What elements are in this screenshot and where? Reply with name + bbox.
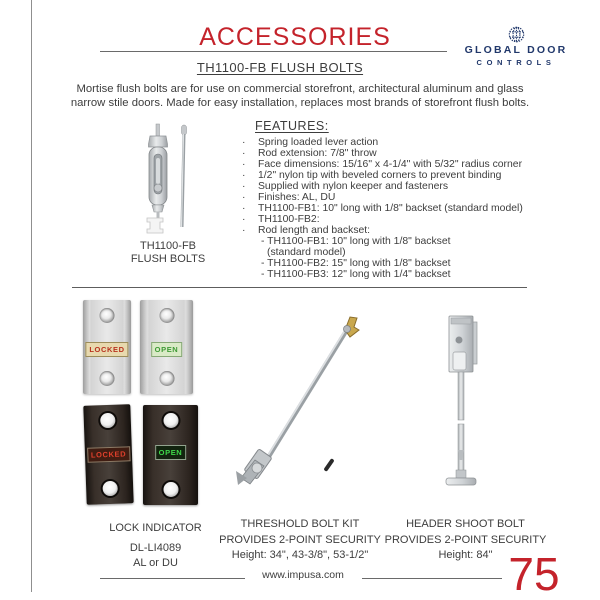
header-shoot-bolt-subtitle: PROVIDES 2-POINT SECURITY <box>384 533 547 546</box>
rod-image <box>182 125 187 227</box>
header-shoot-bolt-title: HEADER SHOOT BOLT <box>406 518 525 530</box>
feature-item <box>242 236 552 247</box>
threshold-bolt-height: Height: 34", 43-3/8", 53-1/2" <box>231 549 369 561</box>
feature-text: TH1100-FB1: 10" long with 1/8" backset (standard model) <box>258 203 523 214</box>
feature-bullet: · <box>242 148 246 159</box>
feature-text: Supplied with nylon keeper and fasteners <box>258 181 449 192</box>
feature-text: - TH1100-FB3: 12" long with 1/4" backset <box>261 269 451 280</box>
lock-indicator-model: DL-LI4089 <box>129 541 182 554</box>
feature-bullet: · <box>242 214 246 225</box>
lock-plate-dark-locked <box>83 404 133 505</box>
feature-item <box>242 181 552 192</box>
plate-label-locked: LOCKED <box>87 446 131 463</box>
description-line-1: Mortise flush bolts are for use on commercial storefront, architectural aluminum and glass <box>76 83 524 95</box>
feature-bullet: · <box>242 181 246 192</box>
plate-label-open: OPEN <box>155 445 187 460</box>
feature-item <box>242 159 552 170</box>
feature-item <box>242 247 552 258</box>
brand-name: GLOBAL DOOR <box>464 44 568 56</box>
screw-hole <box>163 482 178 497</box>
feature-text: Rod extension: 7/8" throw <box>258 148 377 159</box>
page-title: ACCESSORIES <box>199 23 391 51</box>
feature-item <box>242 269 552 280</box>
flush-bolt-top-pin <box>156 124 160 136</box>
header-rule <box>100 51 447 52</box>
footer-rule-left <box>100 578 245 579</box>
feature-item <box>242 170 552 181</box>
feature-bullet: · <box>242 203 246 214</box>
feature-text: Face dimensions: 15/16" x 4-1/4" with 5/32" radius corner <box>258 159 523 170</box>
plate-label-locked: LOCKED <box>85 342 128 357</box>
keeper-image <box>147 218 163 233</box>
flush-bolt-caption-line-1: TH1100-FB <box>139 240 197 252</box>
page-number: 75 <box>508 548 560 600</box>
product-section-title: TH1100-FB FLUSH BOLTS <box>196 60 364 75</box>
screw-hole <box>100 413 116 429</box>
screw-hole <box>100 308 115 323</box>
threshold-bolt-caption <box>205 517 395 564</box>
pin <box>323 458 334 472</box>
screw-hole <box>100 371 115 386</box>
threshold-bolt-subtitle: PROVIDES 2-POINT SECURITY <box>219 533 381 546</box>
screw-hole <box>102 481 118 497</box>
feature-text: 1/2" nylon tip with beveled corners to prevent binding <box>258 170 502 181</box>
screw-hole <box>163 413 178 428</box>
flush-bolt-image <box>113 122 223 237</box>
feature-item <box>242 214 552 225</box>
feature-text: Finishes: AL, DU <box>258 192 336 203</box>
brand-subname: CONTROLS <box>476 58 556 67</box>
feature-item <box>242 192 552 203</box>
lock-indicator-title: LOCK INDICATOR <box>109 522 202 534</box>
feature-bullet: · <box>242 159 246 170</box>
feature-text: Spring loaded lever action <box>258 137 379 148</box>
bolt-mechanism <box>236 449 272 485</box>
lock-plate-silver-open <box>140 300 193 394</box>
feature-text: (standard model) <box>267 247 346 258</box>
feature-text: - TH1100-FB1: 10" long with 1/8" backset <box>261 236 451 247</box>
plate-label-open: OPEN <box>151 342 183 357</box>
screw-hole <box>159 371 174 386</box>
features-heading: FEATURES: <box>255 119 329 133</box>
feature-bullet: · <box>242 192 246 203</box>
lock-indicator-finish: AL or DU <box>133 557 178 569</box>
screw-hole <box>159 308 174 323</box>
lock-plate-dark-open <box>143 405 198 505</box>
footer-rule-right <box>362 578 502 579</box>
globe-icon <box>508 26 525 43</box>
feature-item <box>242 148 552 159</box>
flush-bolt-caption-line-2: FLUSH BOLTS <box>130 253 206 265</box>
section-divider <box>72 287 527 288</box>
flush-bolt-caption <box>113 240 223 266</box>
feature-bullet: · <box>242 137 246 148</box>
product-description <box>40 83 560 110</box>
feature-bullet: · <box>242 225 246 236</box>
features-list <box>242 137 552 280</box>
page-edge-line <box>31 0 32 592</box>
feature-bullet: · <box>242 170 246 181</box>
threshold-bolt-image <box>235 308 365 488</box>
description-line-2: narrow stile doors. Made for easy installation, replaces most brands of storefront flush bolts. <box>70 96 530 109</box>
feature-item <box>242 258 552 269</box>
feature-item <box>242 137 552 148</box>
feature-text: - TH1100-FB2: 15" long with 1/8" backset <box>261 258 451 269</box>
feature-text: Rod length and backset: <box>258 225 371 236</box>
header-shoot-bolt-height: Height: 84" <box>438 549 493 561</box>
website-url: www.impusa.com <box>262 569 344 581</box>
feature-text: TH1100-FB2: <box>258 214 320 225</box>
threshold-bolt-title: THRESHOLD BOLT KIT <box>240 518 360 530</box>
header-shoot-bolt-image <box>443 312 483 494</box>
feature-item <box>242 203 552 214</box>
feature-item <box>242 225 552 236</box>
lock-plate-silver-locked <box>83 300 131 394</box>
